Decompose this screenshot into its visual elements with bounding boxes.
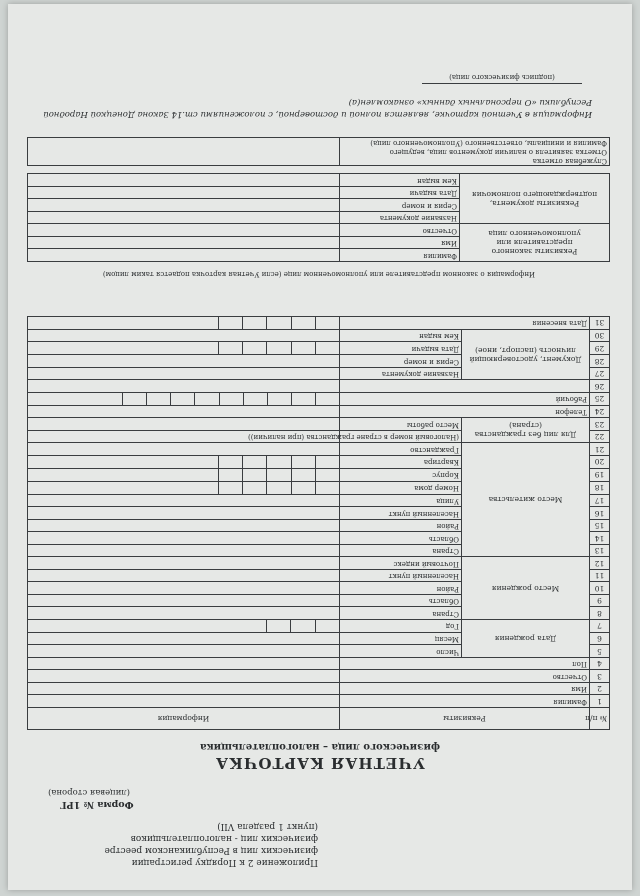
service-mark-cell	[340, 138, 610, 166]
character-box[interactable]	[291, 482, 315, 494]
service-mark-middle: Отметка заявителя о наличии документов лица, ведущего	[389, 148, 607, 156]
row-number: 27	[590, 368, 610, 381]
side-note: (лицевая сторона)	[48, 787, 130, 797]
row-number: 22	[590, 431, 610, 444]
table-header-row	[27, 708, 609, 730]
table-row	[27, 683, 609, 696]
page-subtitle: физического лица – налогоплательщика	[200, 741, 440, 752]
row-value-field[interactable]	[27, 582, 339, 595]
appendix-header	[48, 820, 318, 868]
row-label: Корпус	[339, 469, 461, 482]
row-value-field[interactable]	[27, 368, 339, 381]
table-row	[27, 607, 609, 620]
row-label: Населенный пункт	[339, 507, 461, 520]
character-boxes	[243, 620, 339, 632]
row-number: 5	[590, 645, 610, 658]
form-number: Форма № 1РГ	[60, 799, 134, 810]
character-box[interactable]	[242, 456, 266, 468]
character-box[interactable]	[194, 393, 218, 405]
row-value-field[interactable]	[27, 330, 339, 343]
representative-row-label: Дата выдачи	[340, 187, 460, 200]
row-value-field[interactable]	[27, 482, 339, 495]
signature-caption: (подпись физического лица)	[422, 73, 582, 84]
row-number: 29	[590, 342, 610, 355]
row-number: 13	[590, 545, 610, 558]
character-box[interactable]	[267, 393, 291, 405]
row-label: Пол	[339, 658, 589, 671]
group-label: Дата рождения	[462, 620, 590, 658]
row-value-field[interactable]	[27, 418, 339, 431]
representative-value-field[interactable]	[28, 212, 340, 225]
character-boxes	[195, 456, 339, 468]
character-box[interactable]	[291, 343, 315, 355]
character-box[interactable]	[243, 393, 267, 405]
character-box[interactable]	[242, 469, 266, 481]
character-box[interactable]	[219, 393, 243, 405]
character-box[interactable]	[290, 620, 314, 632]
row-label: Номер дома	[339, 482, 461, 495]
table-row	[27, 393, 609, 406]
character-box[interactable]	[242, 343, 266, 355]
character-box[interactable]	[195, 317, 218, 329]
column-header-information: Информация	[27, 708, 339, 730]
character-box[interactable]	[195, 469, 218, 481]
representative-section-title: Информация о законном представителе или уполномоченном лице (если Учетная карточка подается таким лицом)	[102, 270, 536, 278]
row-number: 26	[590, 380, 610, 393]
row-label: Серия и номер	[339, 355, 461, 368]
character-box[interactable]	[315, 343, 339, 355]
row-label: Квартира	[339, 456, 461, 469]
row-label: Страна	[339, 545, 461, 558]
row-number: 7	[590, 620, 610, 633]
table-row	[27, 431, 609, 444]
representative-value-field[interactable]	[28, 199, 340, 212]
table-row	[27, 645, 609, 658]
service-mark-middle2: Фамилия и инициалы, ответственного (Уполномоченного лица)	[370, 139, 607, 147]
row-value-field[interactable]	[27, 393, 339, 406]
representative-value-field[interactable]	[28, 187, 340, 200]
row-number: 25	[590, 393, 610, 406]
table-row	[27, 695, 609, 708]
representative-row-label: Имя	[340, 237, 460, 250]
row-label: Область	[339, 595, 461, 608]
column-header-number: № п/п	[590, 708, 610, 730]
character-box[interactable]	[291, 393, 315, 405]
row-value-field[interactable]	[27, 456, 339, 469]
row-value-field[interactable]	[27, 545, 339, 558]
row-number: 31	[590, 317, 610, 330]
character-box[interactable]	[315, 469, 339, 481]
appendix-line: физических лиц в Республиканском реестре	[104, 845, 318, 855]
character-boxes	[99, 393, 339, 405]
group-label: Документ, удостоверяющий личность (паспорт, иное)	[462, 330, 590, 381]
character-box[interactable]	[218, 469, 242, 481]
representative-value-field[interactable]	[28, 224, 340, 237]
row-value-field[interactable]	[27, 380, 339, 393]
row-label: Дата выдачи	[339, 342, 461, 355]
row-label: Месяц	[339, 633, 461, 646]
character-box[interactable]	[243, 620, 266, 632]
appendix-line: (пункт 1 раздела VII)	[217, 821, 318, 831]
appendix-line: Приложение 2 к Порядку регистрации	[131, 857, 318, 867]
row-number: 14	[590, 532, 610, 545]
row-value-field[interactable]	[27, 595, 339, 608]
character-box[interactable]	[266, 469, 290, 481]
row-number: 19	[590, 469, 610, 482]
row-label: Район	[339, 582, 461, 595]
group-label: Место жительства	[462, 443, 590, 557]
row-number: 18	[590, 482, 610, 495]
character-boxes	[195, 469, 339, 481]
representative-row-label: Отчество	[340, 224, 460, 237]
representative-row-label: Серия и номер	[340, 199, 460, 212]
row-number: 12	[590, 557, 610, 570]
row-value-field[interactable]	[27, 557, 339, 570]
row-number: 6	[590, 633, 610, 646]
row-value-field[interactable]	[27, 342, 339, 355]
character-box[interactable]	[291, 469, 315, 481]
row-number: 10	[590, 582, 610, 595]
row-number: 9	[590, 595, 610, 608]
table-row	[27, 545, 609, 558]
row-number: 21	[590, 443, 610, 456]
row-value-field[interactable]	[27, 683, 339, 696]
row-number: 24	[590, 406, 610, 419]
row-value-field[interactable]	[27, 532, 339, 545]
row-label: Почтовый индекс	[339, 557, 461, 570]
row-label: (Налоговый номер в стране гражданства (при наличии))	[339, 431, 461, 444]
row-number: 30	[590, 330, 610, 343]
representative-value-field[interactable]	[28, 237, 340, 250]
row-number: 17	[590, 495, 610, 508]
row-label: Кем выдан	[339, 330, 461, 343]
row-label: Название документа	[339, 368, 461, 381]
row-label: Фамилия	[339, 695, 589, 708]
service-mark-value[interactable]	[28, 138, 340, 166]
row-number: 15	[590, 520, 610, 533]
row-number: 8	[590, 607, 610, 620]
character-box[interactable]	[266, 456, 290, 468]
row-value-field[interactable]	[27, 507, 339, 520]
row-label: Область	[339, 532, 461, 545]
character-box[interactable]	[315, 482, 339, 494]
row-value-field[interactable]	[27, 695, 339, 708]
character-boxes	[195, 343, 339, 355]
character-box[interactable]	[266, 317, 290, 329]
character-box[interactable]	[195, 456, 218, 468]
row-label: Телефон	[339, 406, 589, 419]
row-label: Рабочий	[339, 393, 589, 406]
row-value-field[interactable]	[27, 317, 339, 330]
character-box[interactable]	[218, 343, 242, 355]
row-number: 1	[590, 695, 610, 708]
character-box[interactable]	[218, 456, 242, 468]
appendix-line: физических лиц - налогоплательщиков	[130, 833, 318, 843]
row-number: 3	[590, 670, 610, 683]
row-label: Год	[339, 620, 461, 633]
character-box[interactable]	[170, 393, 194, 405]
representative-row	[28, 249, 610, 262]
row-value-field[interactable]	[27, 406, 339, 419]
representative-value-field[interactable]	[28, 249, 340, 262]
character-boxes	[195, 482, 339, 494]
table-row	[27, 658, 609, 671]
service-mark-table	[27, 137, 610, 166]
row-value-field[interactable]	[27, 355, 339, 368]
row-label: Населенный пункт	[339, 570, 461, 583]
character-box[interactable]	[218, 317, 242, 329]
row-label: Район	[339, 520, 461, 533]
character-box[interactable]	[315, 317, 339, 329]
document-sheet	[8, 4, 632, 890]
row-label: Имя	[339, 683, 589, 696]
character-box[interactable]	[195, 482, 218, 494]
representative-row	[28, 212, 610, 225]
column-header-requisites: Реквизиты	[339, 708, 589, 730]
row-value-field[interactable]	[27, 658, 339, 671]
table-row	[27, 317, 609, 330]
row-number: 2	[590, 683, 610, 696]
row-value-field[interactable]	[27, 620, 339, 633]
row-number: 4	[590, 658, 610, 671]
row-value-field[interactable]	[27, 469, 339, 482]
character-box[interactable]	[218, 482, 242, 494]
row-value-field[interactable]	[27, 670, 339, 683]
group-label: Для лиц без гражданства (страна)	[462, 418, 590, 443]
row-value-field[interactable]	[27, 495, 339, 508]
character-box[interactable]	[146, 393, 170, 405]
character-boxes	[195, 317, 339, 329]
character-box[interactable]	[122, 393, 146, 405]
representative-row-label: Кем выдан	[340, 174, 460, 187]
table-row	[27, 368, 609, 381]
row-number: 28	[590, 355, 610, 368]
character-box[interactable]	[266, 482, 290, 494]
representative-group-label: Реквизиты документа, подтверждающего полномочия	[460, 174, 610, 224]
row-label: Улица	[339, 495, 461, 508]
representative-value-field[interactable]	[28, 174, 340, 187]
representative-row-label: Название документа	[340, 212, 460, 225]
row-label: Отчество	[339, 670, 589, 683]
row-value-field[interactable]	[27, 570, 339, 583]
row-label: Дата внесения	[339, 317, 589, 330]
table-row	[27, 670, 609, 683]
row-value-field[interactable]	[27, 607, 339, 620]
character-box[interactable]	[266, 620, 290, 632]
character-box[interactable]	[242, 317, 266, 329]
table-row	[27, 406, 609, 419]
character-box[interactable]	[195, 343, 218, 355]
character-box[interactable]	[291, 317, 315, 329]
representative-group-label: Реквизиты законного представителя или уполномоченного лица	[460, 224, 610, 262]
character-box[interactable]	[315, 620, 339, 632]
table-row	[27, 380, 609, 393]
row-value-field[interactable]	[27, 443, 339, 456]
group-label: Место рождения	[462, 557, 590, 620]
row-label: Число	[339, 645, 461, 658]
row-number: 16	[590, 507, 610, 520]
row-value-field[interactable]	[27, 520, 339, 533]
row-number: 20	[590, 456, 610, 469]
character-box[interactable]	[242, 482, 266, 494]
row-value-field[interactable]	[27, 645, 339, 658]
character-box[interactable]	[99, 393, 122, 405]
row-label: Гражданство	[339, 443, 461, 456]
row-label: Страна	[339, 607, 461, 620]
row-label	[339, 380, 589, 393]
service-mark-label: Служебная отметка	[532, 157, 607, 165]
representative-table	[27, 174, 610, 263]
consent-statement: Информация в Учетной карточке, является полной и достоверной, с положениями ст.14 Закона Донецкой Народной Республики «О персональных данных» ознакомлен(а)	[43, 97, 592, 119]
rotated-page	[8, 4, 632, 890]
row-label: Место работы	[339, 418, 461, 431]
row-value-field[interactable]	[27, 633, 339, 646]
character-box[interactable]	[315, 393, 339, 405]
row-number: 23	[590, 418, 610, 431]
character-box[interactable]	[291, 456, 315, 468]
character-box[interactable]	[266, 343, 290, 355]
main-table	[27, 316, 610, 730]
row-number: 11	[590, 570, 610, 583]
character-box[interactable]	[315, 456, 339, 468]
page-title: УЧЕТНАЯ КАРТОЧКА	[214, 754, 426, 772]
representative-row-label: Фамилия	[340, 249, 460, 262]
